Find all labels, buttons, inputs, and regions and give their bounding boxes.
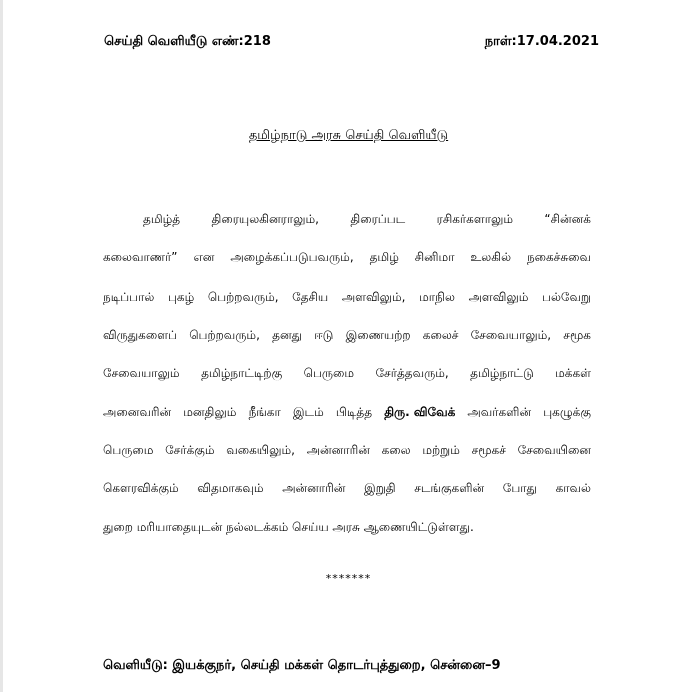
body-line-5 <box>103 366 591 382</box>
word: கலைவாணர்” <box>103 250 178 264</box>
word: தமிழ்நாட்டு <box>470 366 534 380</box>
word: சமூகச் <box>471 443 506 457</box>
word: மக்கள் <box>555 366 591 380</box>
body-line-8 <box>103 481 591 497</box>
word: மாநில <box>419 290 455 304</box>
word: அளவிலும் <box>468 290 529 304</box>
footer-issuer: வெளியீடு: இயக்குநர், செய்தி மக்கள் தொடர்புத்துறை, சென்னை–9 <box>103 658 501 673</box>
body-line-4 <box>103 328 591 344</box>
word: அளவிலும், <box>341 290 406 304</box>
word: அன்னாரின் <box>306 443 370 457</box>
word: சேர்க்கும் <box>165 443 215 457</box>
word: சேவையாலும் <box>103 366 180 380</box>
word: இறுதி <box>364 481 396 495</box>
word: தனது <box>272 328 302 342</box>
word: அனைவரின் <box>103 405 172 419</box>
word: பெற்றவரும், <box>189 328 260 342</box>
word: நகைச்சுவை <box>526 250 591 264</box>
release-number: செய்தி வெளியீடு எண்:218 <box>104 34 271 49</box>
word: விருதுகளைப் <box>103 328 177 342</box>
word: கலை <box>381 443 411 457</box>
person-name-bold: திரு. விவேக் <box>384 405 456 419</box>
word: ஈடு <box>314 328 334 342</box>
word: பிடித்த <box>335 405 373 419</box>
page-edge <box>0 0 3 692</box>
word: இணையற்ற <box>345 328 411 342</box>
word: கௌரவிக்கும் <box>103 481 179 495</box>
word: என <box>193 250 215 264</box>
word: சேவையாலும், <box>470 328 552 342</box>
word: தமிழ்த் <box>143 212 181 226</box>
word: போது <box>502 481 537 495</box>
word: நீங்கா <box>248 405 281 419</box>
body-line-3 <box>103 290 591 306</box>
person-name <box>384 405 455 421</box>
word: கலைச் <box>422 328 459 342</box>
word: புகழ் <box>167 290 195 304</box>
release-date: நாள்:17.04.2021 <box>484 34 599 49</box>
word: ரசிகர்களாலும் <box>436 212 513 226</box>
word: சமூக <box>563 328 591 342</box>
word: இடம் <box>292 405 324 419</box>
word: விதமாகவும் <box>197 481 264 495</box>
body-line-6 <box>103 405 591 421</box>
word: சேர்த்தவரும், <box>375 366 449 380</box>
body-line-2 <box>103 250 591 266</box>
word: புகழுக்கு <box>543 405 591 419</box>
word: அழைக்கப்படுபவரும், <box>230 250 354 264</box>
word: பல்வேறு <box>542 290 591 304</box>
word: காவல் <box>555 481 591 495</box>
body-line-7 <box>103 443 591 459</box>
word: பெற்றவரும், <box>207 290 279 304</box>
word: திரையுலகினராலும், <box>211 212 319 226</box>
word: திரைப்பட <box>350 212 406 226</box>
word: தமிழ்நாட்டிற்கு <box>201 366 283 380</box>
word: வகையிலும், <box>226 443 295 457</box>
word: சடங்குகளின் <box>414 481 485 495</box>
word: தமிழ் <box>369 250 399 264</box>
word: அன்னாரின் <box>282 481 346 495</box>
word: “சின்னக் <box>544 212 591 226</box>
word: மற்றும் <box>422 443 460 457</box>
word: சினிமா <box>414 250 455 264</box>
separator: ******* <box>325 572 372 585</box>
word: பெருமை <box>303 366 355 380</box>
word: நடிப்பால் <box>103 290 155 304</box>
word: சேவையினை <box>517 443 591 457</box>
word: மனதிலும் <box>183 405 237 419</box>
word: பெருமை <box>103 443 154 457</box>
body-line-1 <box>143 212 591 228</box>
document-title: தமிழ்நாடு அரசு செய்தி வெளியீடு <box>248 128 449 143</box>
word: அவர்களின் <box>467 405 532 419</box>
word: தேசிய <box>292 290 329 304</box>
word: உலகில் <box>470 250 512 264</box>
body-line-9: துறை மரியாதையுடன் நல்லடக்கம் செய்ய அரசு ஆணையிட்டுள்ளது. <box>103 520 474 534</box>
